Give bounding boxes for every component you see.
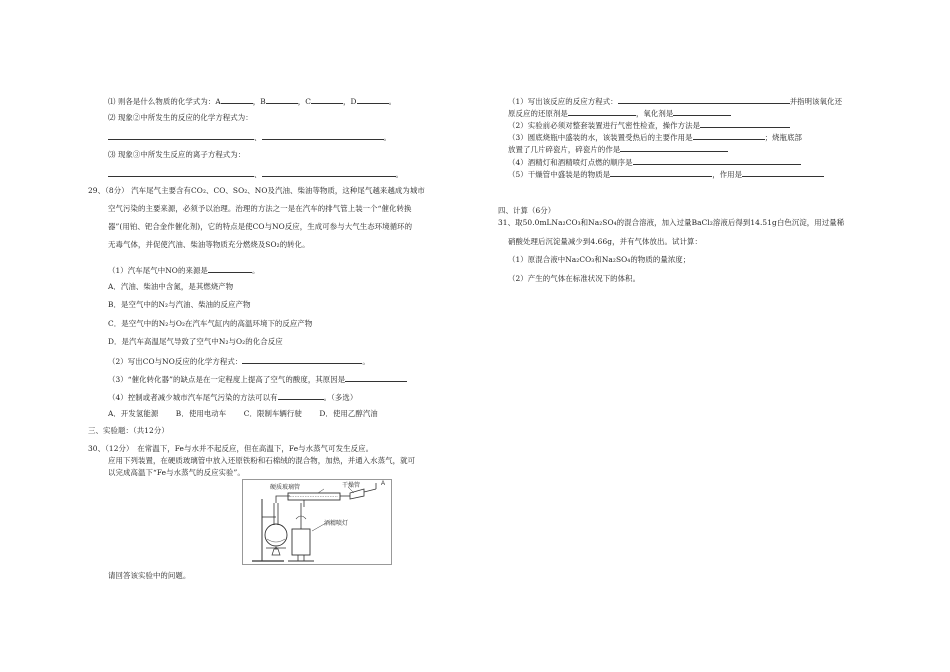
r-sub3: （3）圆底烧瓶中盛装的水，该装置受热后的主要作用是 ；烧瓶底部 (508, 133, 803, 142)
label-spray-lamp: 酒精喷灯 (324, 521, 349, 527)
q29-option-a: A．汽油、柴油中含氮，是其燃烧产物 (108, 282, 234, 291)
q31-line2: 硝酸处理后沉淀量减少到4.66g，并有气体放出。试计算： (508, 237, 702, 246)
q29-line4: 无毒气体，并促使汽油、柴油等物质充分燃烧及SO₂的转化。 (108, 240, 310, 249)
r-sub1: （1）写出该反应的反应方程式： 并指明该氧化还 (508, 97, 843, 106)
spray-lamp (292, 529, 310, 555)
apparatus-drawing (242, 479, 392, 565)
answer-blank[interactable] (242, 355, 362, 364)
q31-sub1: （1）原混合液中Na₂CO₃和Na₂SO₄的物质的量浓度； (508, 255, 691, 264)
alcohol-lamp (272, 549, 280, 555)
answer-blank[interactable] (357, 95, 389, 104)
q31-line1: 31、取50.0mLNa₂CO₃和Na₂SO₄的混合溶液，加入过量BaCl₂溶液后得到14.51g白色沉淀，用过量稀 (498, 218, 845, 227)
q29-sub4-options: A．开发氢能源 B．使用电动车 C．限制车辆行驶 D．使用乙醇汽油 (108, 409, 378, 418)
q29-sub2: （2）写出CO与NO反应的化学方程式： 。 (108, 357, 370, 366)
q29-line2: 空气污染的主要来源，必须予以治理。治理的方法之一是在汽车的排气管上装一个“催化转换 (108, 204, 412, 213)
apparatus-diagram (242, 479, 392, 565)
q28-part3-answer: 、 。 (108, 168, 403, 180)
answer-blank[interactable] (262, 131, 384, 140)
answer-blank[interactable] (620, 143, 728, 152)
r-sub3-cont: 放置了几片碎瓷片，碎瓷片的作是 (508, 143, 728, 155)
label-drying-tube: 干燥管 (342, 483, 361, 489)
q31-sub2: （2）产生的气体在标准状况下的体积。 (508, 274, 641, 283)
q30-line1: 30、（12分） 在常温下，Fe与水并不起反应，但在高温下，Fe与水蒸气可发生反应。 (88, 444, 374, 453)
answer-blank[interactable] (610, 168, 712, 177)
round-bottom-flask (265, 524, 287, 546)
answer-blank[interactable] (673, 107, 731, 116)
answer-blank[interactable] (108, 168, 254, 177)
answer-blank[interactable] (568, 107, 636, 116)
section-3-heading: 三、实验题：（共12分） (88, 426, 169, 435)
q30-line2: 应用下列装置，在硬质玻璃管中放入还原铁粉和石棉绒的混合物，加热，并通入水蒸气，就可 (108, 456, 416, 465)
answer-blank[interactable] (266, 95, 298, 104)
r-sub2: （2）实验前必须对整套装置进行气密性检查，操作方法是 (508, 119, 790, 131)
q29-option-d: D．是汽车高温尾气导致了空气中N₂与O₂的化合反应 (108, 337, 283, 346)
drying-tube (350, 489, 364, 499)
q29-sub3: （3）“催化转化器”的缺点是在一定程度上提高了空气的酸度，其原因是 (108, 373, 407, 385)
q29-line1: 29、（8分） 汽车尾气主要含有CO₂、CO、SO₂、NO及汽油、柴油等物质，这种尾气越来越成为城市 (88, 186, 425, 195)
answer-blank[interactable] (262, 168, 396, 177)
q28-part2-answer: 、 。 (108, 131, 391, 143)
q29-line3: 器”(用铂、钯合金作催化剂)，它的特点是使CO与NO反应，生成可参与大气生态环境循环的 (108, 222, 413, 231)
q30-line3: 以完成高温下“Fe与水蒸气的反应实验”。 (108, 468, 245, 477)
r-sub4: （4）酒精灯和酒精喷灯点燃的顺序是 (508, 156, 801, 168)
answer-blank[interactable] (742, 168, 824, 177)
r-sub5: （5）干燥管中盛装是的物质是 ，作用是 (508, 168, 824, 180)
q29-option-c: C．是空气中的N₂与O₂在汽车气缸内的高温环境下的反应产物 (108, 319, 313, 328)
q28-part3: ⑶ 现象③中所发生反应的离子方程式为： (108, 150, 246, 159)
q30-ask: 请回答该实验中的问题。 (108, 571, 191, 580)
answer-blank[interactable] (618, 95, 790, 104)
label-a: A (381, 481, 386, 487)
answer-blank[interactable] (221, 95, 253, 104)
answer-blank[interactable] (108, 131, 254, 140)
q28-part1: ⑴ 则各是什么物质的化学式为：A ，B ，C ，D 。 (108, 97, 397, 106)
q29-sub1: （1）汽车尾气中NO的来源是 。 (108, 266, 260, 275)
answer-blank[interactable] (311, 95, 343, 104)
answer-blank[interactable] (278, 391, 324, 400)
answer-blank[interactable] (345, 373, 407, 382)
r-sub1-cont: 原反应的还原剂是 ，氧化剂是 (508, 107, 731, 119)
answer-blank[interactable] (693, 131, 765, 140)
answer-blank[interactable] (208, 264, 252, 273)
answer-blank[interactable] (700, 119, 790, 128)
q29-option-b: B．是空气中的N₂与汽油、柴油的反应产物 (108, 300, 251, 309)
label-hard-glass-tube: 硬质玻璃管 (270, 485, 301, 491)
answer-blank[interactable] (633, 156, 801, 165)
section-4-heading: 四、计算（6分） (498, 206, 556, 215)
q28-part2: ⑵ 现象②中所发生的反应的化学方程式为： (108, 113, 253, 122)
q29-sub4: （4）控制或者减少城市汽车尾气污染的方法可以有 。（多选） (108, 393, 358, 402)
